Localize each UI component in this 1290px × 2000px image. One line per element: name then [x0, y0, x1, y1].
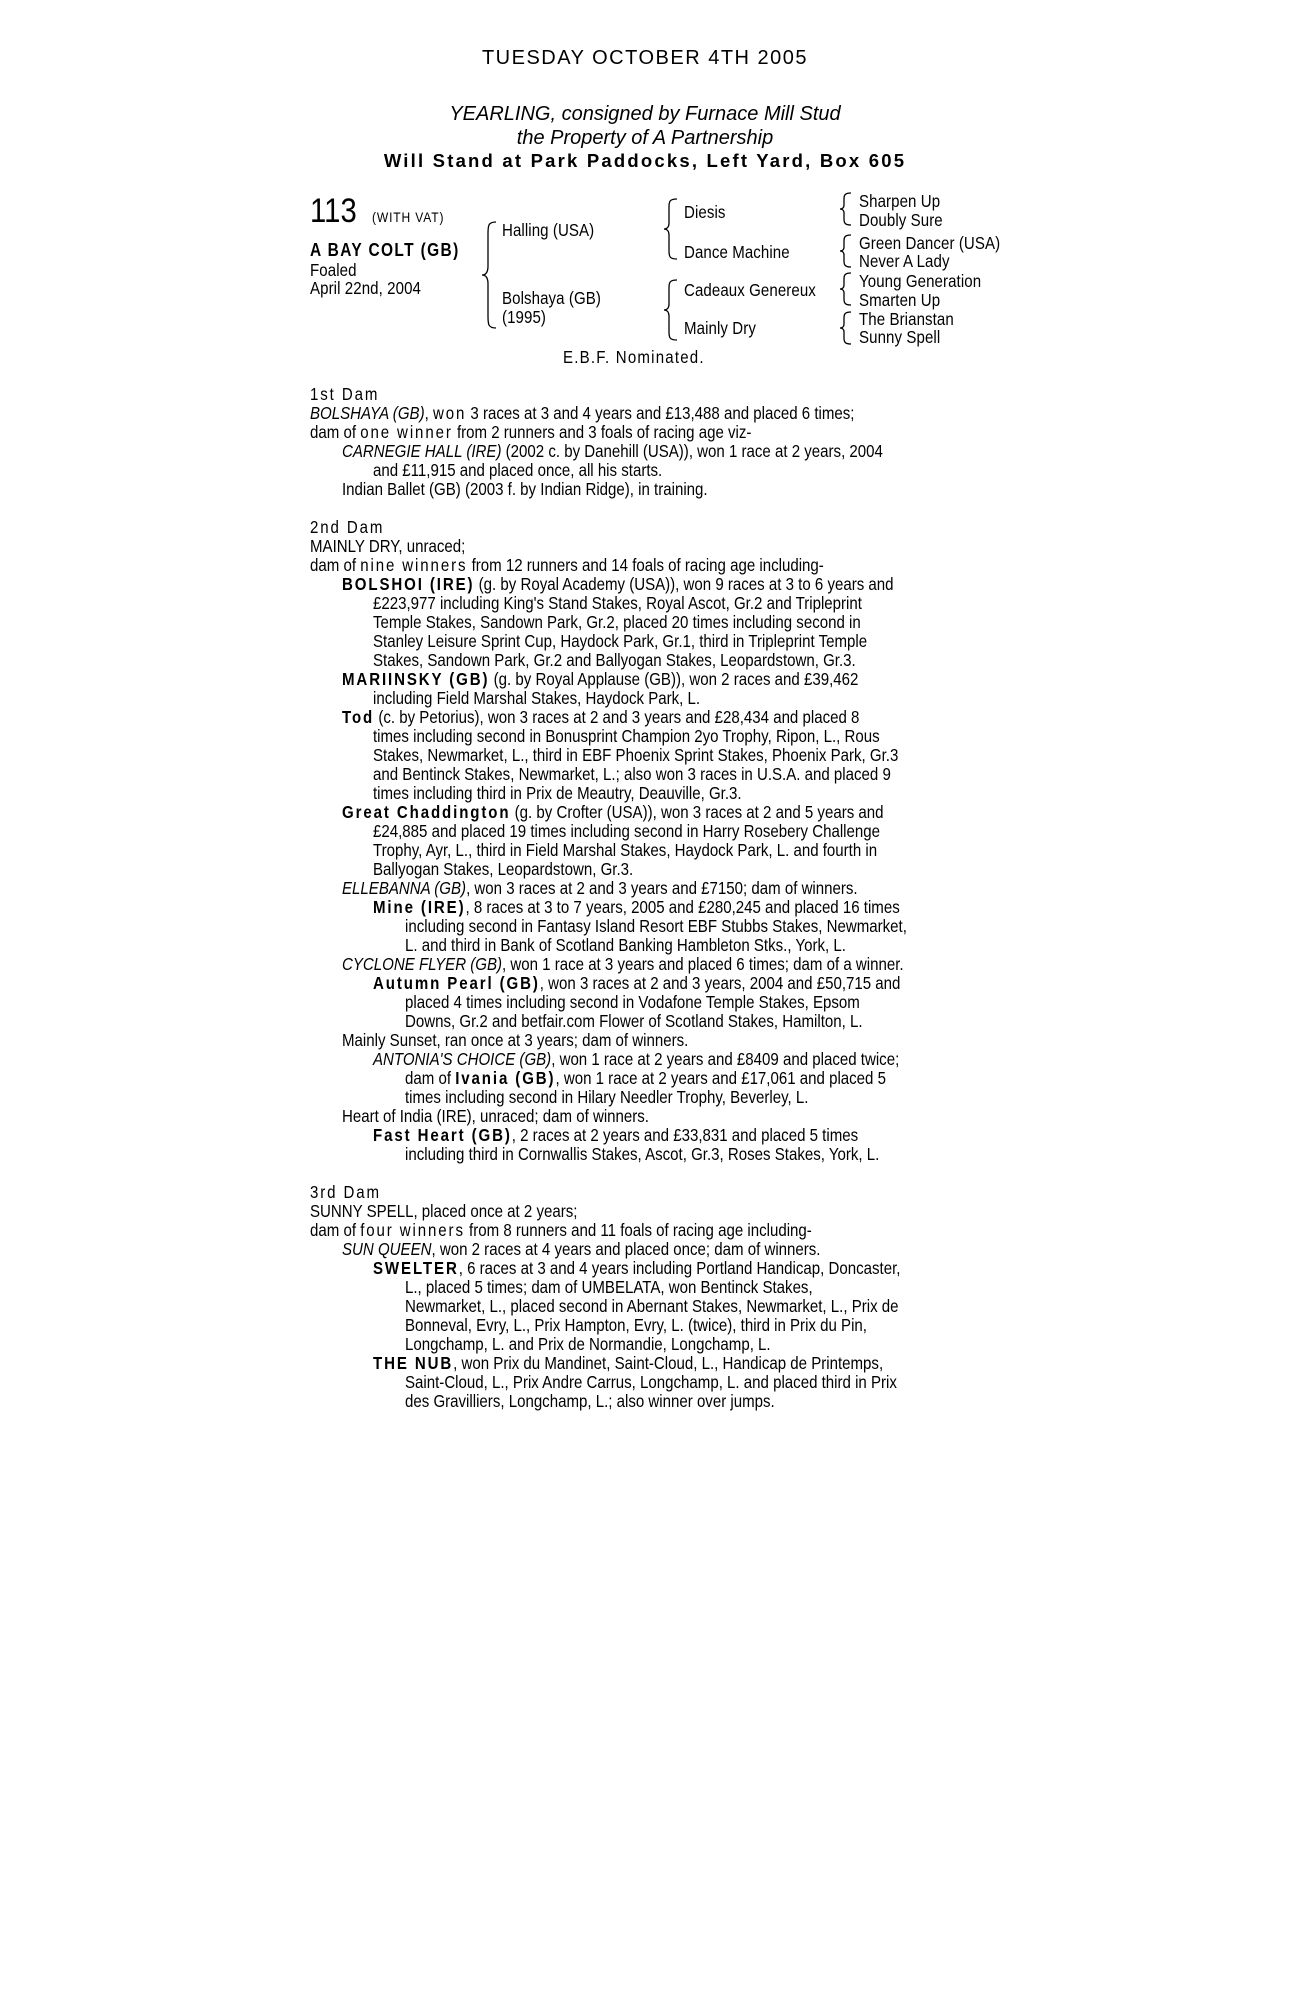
text: (g. by Royal Applause (GB)), won 2 races and £39,462	[489, 669, 859, 689]
horse-name: SUN QUEEN	[342, 1239, 432, 1259]
horse-name: MARIINSKY (GB)	[342, 669, 490, 689]
text: dam of	[405, 1068, 456, 1088]
text: (2002 c. by Danehill (USA)), won 1 race at 2 years, 2004	[501, 441, 883, 461]
text: , won Prix du Mandinet, Saint-Cloud, L., Handicap de Printemps,	[453, 1353, 884, 1373]
pedigree-g8: Sunny Spell	[859, 327, 941, 347]
autumn-pearl-line-1	[373, 974, 900, 993]
text: from 12 runners and 14 foals of racing age including-	[467, 555, 824, 575]
horse-name: ELLEBANNA (GB)	[342, 878, 467, 898]
pedigree-g5: Young Generation	[859, 271, 982, 291]
ellebanna-line-1	[342, 879, 858, 898]
winners-count: four winners	[360, 1220, 465, 1240]
lot-number: 113	[310, 192, 357, 230]
bolshoi-line-1	[342, 575, 894, 594]
stand-location: Will Stand at Park Paddocks, Left Yard, Box 605	[383, 150, 907, 171]
text: 3 races at 3 and 4 years and £13,488 and placed 6 times;	[466, 403, 855, 423]
winners-count: nine winners	[360, 555, 468, 575]
heart-of-india-line-1: Heart of India (IRE), unraced; dam of winners.	[342, 1106, 649, 1126]
pedigree-brace-g1	[838, 191, 854, 227]
bolshoi-line-2: £223,977 including King's Stand Stakes, Royal Ascot, Gr.2 and Tripleprint	[373, 593, 862, 613]
first-dam-line-5: Indian Ballet (GB) (2003 f. by Indian Ridge), in training.	[342, 479, 708, 499]
the-nub-line-1	[373, 1354, 883, 1373]
foaled-date: April 22nd, 2004	[310, 278, 421, 298]
mariinsky-line-2: including Field Marshal Stakes, Haydock Park, L.	[373, 688, 701, 708]
horse-name: THE NUB	[373, 1353, 454, 1373]
first-dam-heading: 1st Dam	[310, 384, 380, 404]
swelter-line-2: L., placed 5 times; dam of UMBELATA, won Bentinck Stakes,	[405, 1277, 813, 1297]
the-nub-line-3: des Gravilliers, Longchamp, L.; also winner over jumps.	[405, 1391, 775, 1411]
swelter-line-3: Newmarket, L., placed second in Abernant Stakes, Newmarket, L., Prix de	[405, 1296, 899, 1316]
text: , won 1 race at 3 years and placed 6 times; dam of a winner.	[502, 954, 904, 974]
mine-line-2: including second in Fantasy Island Resort EBF Stubbs Stakes, Newmarket,	[405, 916, 907, 936]
antonias-choice-line-2	[405, 1069, 886, 1088]
horse-name: ANTONIA'S CHOICE (GB)	[373, 1049, 552, 1069]
text: (g. by Royal Academy (USA)), won 9 races at 3 to 6 years and	[474, 574, 894, 594]
horse-name: Tod	[342, 707, 375, 727]
text: , won 1 race at 2 years and £8409 and placed twice;	[551, 1049, 900, 1069]
mainly-sunset-line-1: Mainly Sunset, ran once at 3 years; dam of winners.	[342, 1030, 689, 1050]
mariinsky-line-1	[342, 670, 858, 689]
text: (c. by Petorius), won 3 races at 2 and 3 years and £28,434 and placed 8	[374, 707, 860, 727]
text: dam of	[310, 422, 361, 442]
cyclone-flyer-line-1	[342, 955, 904, 974]
great-chaddington-line-3: Trophy, Ayr, L., third in Field Marshal Stakes, Haydock Park, L. and fourth in	[373, 840, 878, 860]
horse-name: CARNEGIE HALL (IRE)	[342, 441, 502, 461]
third-dam-heading: 3rd Dam	[310, 1182, 381, 1202]
vat-note: (WITH VAT)	[372, 209, 445, 225]
fast-heart-line-2: including third in Cornwallis Stakes, Ascot, Gr.3, Roses Stakes, York, L.	[405, 1144, 880, 1164]
text: dam of	[310, 555, 361, 575]
ebf-nominated: E.B.F. Nominated.	[563, 347, 705, 367]
property-line: the Property of A Partnership	[516, 127, 774, 149]
sale-date: TUESDAY OCTOBER 4TH 2005	[481, 47, 809, 69]
consignor-line: YEARLING, consigned by Furnace Mill Stud	[449, 103, 841, 125]
second-dam-heading: 2nd Dam	[310, 517, 385, 537]
text: , 2 races at 2 years and £33,831 and placed 5 times	[511, 1125, 859, 1145]
pedigree-g1: Sharpen Up	[859, 191, 941, 211]
horse-name: Fast Heart (GB)	[373, 1125, 512, 1145]
swelter-line-4: Bonneval, Evry, L., Prix Hampton, Evry, L. (twice), third in Prix du Pin,	[405, 1315, 867, 1335]
pedigree-g6: Smarten Up	[859, 290, 941, 310]
second-dam-line-1: MAINLY DRY, unraced;	[310, 536, 466, 556]
pedigree-dam-sire: Cadeaux Genereux	[684, 280, 816, 300]
text: , won 2 races at 4 years and placed once; dam of winners.	[431, 1239, 821, 1259]
autumn-pearl-line-2: placed 4 times including second in Vodafone Temple Stakes, Epsom	[405, 992, 860, 1012]
great-chaddington-line-2: £24,885 and placed 19 times including second in Harry Rosebery Challenge	[373, 821, 880, 841]
pedigree-brace-g3	[838, 271, 854, 307]
horse-name: BOLSHOI (IRE)	[342, 574, 475, 594]
text: from 2 runners and 3 foals of racing age viz-	[452, 422, 752, 442]
first-dam-line-1	[310, 404, 854, 423]
bolshoi-line-5: Stakes, Sandown Park, Gr.2 and Ballyogan Stakes, Leopardstown, Gr.3.	[373, 650, 856, 670]
pedigree-brace-dam	[662, 278, 680, 342]
lot-name: A BAY COLT (GB)	[310, 240, 460, 260]
pedigree-g3: Green Dancer (USA)	[859, 233, 1001, 253]
the-nub-line-2: Saint-Cloud, L., Prix Andre Carrus, Longchamp, L. and placed third in Prix	[405, 1372, 897, 1392]
horse-name: BOLSHAYA (GB)	[310, 403, 425, 423]
first-dam-line-2	[310, 423, 751, 442]
swelter-line-1	[373, 1259, 900, 1278]
pedigree-brace-g4	[838, 310, 854, 346]
mine-line-3: L. and third in Bank of Scotland Banking Hambleton Stks., York, L.	[405, 935, 846, 955]
pedigree-g2: Doubly Sure	[859, 210, 943, 230]
sun-queen-line-1	[342, 1240, 820, 1259]
text: dam of	[310, 1220, 361, 1240]
first-dam-line-3	[342, 442, 883, 461]
pedigree-sire-dam: Dance Machine	[684, 242, 790, 262]
pedigree-sire: Halling (USA)	[502, 220, 595, 240]
pedigree-g7: The Brianstan	[859, 309, 954, 329]
foaled-label: Foaled	[310, 260, 357, 280]
text: ,	[424, 403, 433, 423]
third-dam-line-1: SUNNY SPELL, placed once at 2 years;	[310, 1201, 578, 1221]
great-chaddington-line-4: Ballyogan Stakes, Leopardstown, Gr.3.	[373, 859, 634, 879]
great-chaddington-line-1	[342, 803, 884, 822]
horse-name: CYCLONE FLYER (GB)	[342, 954, 503, 974]
mine-line-1	[373, 898, 900, 917]
horse-name: Ivania (GB)	[455, 1068, 556, 1088]
pedigree-dam-year: (1995)	[502, 307, 547, 327]
tod-line-2: times including second in Bonusprint Champion 2yo Trophy, Ripon, L., Rous	[373, 726, 880, 746]
antonias-choice-line-1	[373, 1050, 899, 1069]
bolshoi-line-3: Temple Stakes, Sandown Park, Gr.2, placed 20 times including second in	[373, 612, 861, 632]
text: , won 3 races at 2 and 3 years, 2004 and £50,715 and	[539, 973, 901, 993]
pedigree-dam-dam: Mainly Dry	[684, 318, 756, 338]
fast-heart-line-1	[373, 1126, 858, 1145]
second-dam-line-2	[310, 556, 824, 575]
antonias-choice-line-3: times including second in Hilary Needler Trophy, Beverley, L.	[405, 1087, 809, 1107]
third-dam-line-2	[310, 1221, 812, 1240]
text: , won 1 race at 2 years and £17,061 and placed 5	[555, 1068, 886, 1088]
first-dam-line-4: and £11,915 and placed once, all his starts.	[373, 460, 663, 480]
tod-line-1	[342, 708, 859, 727]
pedigree-g4: Never A Lady	[859, 251, 950, 271]
text: from 8 runners and 11 foals of racing age including-	[464, 1220, 812, 1240]
tod-line-4: and Bentinck Stakes, Newmarket, L.; also won 3 races in U.S.A. and placed 9	[373, 764, 891, 784]
horse-name: Mine (IRE)	[373, 897, 466, 917]
tod-line-5: times including third in Prix de Meautry, Deauville, Gr.3.	[373, 783, 742, 803]
pedigree-sire-sire: Diesis	[684, 202, 726, 222]
pedigree-brace-sire	[662, 197, 680, 261]
pedigree-brace-g2	[838, 233, 854, 269]
pedigree-dam: Bolshaya (GB)	[502, 288, 601, 308]
winners-count: one winner	[360, 422, 453, 442]
pedigree-brace-main	[480, 220, 500, 330]
won-emphasis: won	[432, 403, 467, 423]
bolshoi-line-4: Stanley Leisure Sprint Cup, Haydock Park, Gr.1, third in Tripleprint Temple	[373, 631, 868, 651]
horse-name: SWELTER	[373, 1258, 459, 1278]
tod-line-3: Stakes, Newmarket, L., third in EBF Phoenix Sprint Stakes, Phoenix Park, Gr.3	[373, 745, 899, 765]
text: , 8 races at 3 to 7 years, 2005 and £280,245 and placed 16 times	[465, 897, 900, 917]
swelter-line-5: Longchamp, L. and Prix de Normandie, Longchamp, L.	[405, 1334, 771, 1354]
horse-name: Autumn Pearl (GB)	[373, 973, 540, 993]
text: , 6 races at 3 and 4 years including Portland Handicap, Doncaster,	[458, 1258, 901, 1278]
autumn-pearl-line-3: Downs, Gr.2 and betfair.com Flower of Scotland Stakes, Hamilton, L.	[405, 1011, 863, 1031]
text: , won 3 races at 2 and 3 years and £7150; dam of winners.	[466, 878, 858, 898]
text: (g. by Crofter (USA)), won 3 races at 2 and 5 years and	[510, 802, 884, 822]
horse-name: Great Chaddington	[342, 802, 511, 822]
